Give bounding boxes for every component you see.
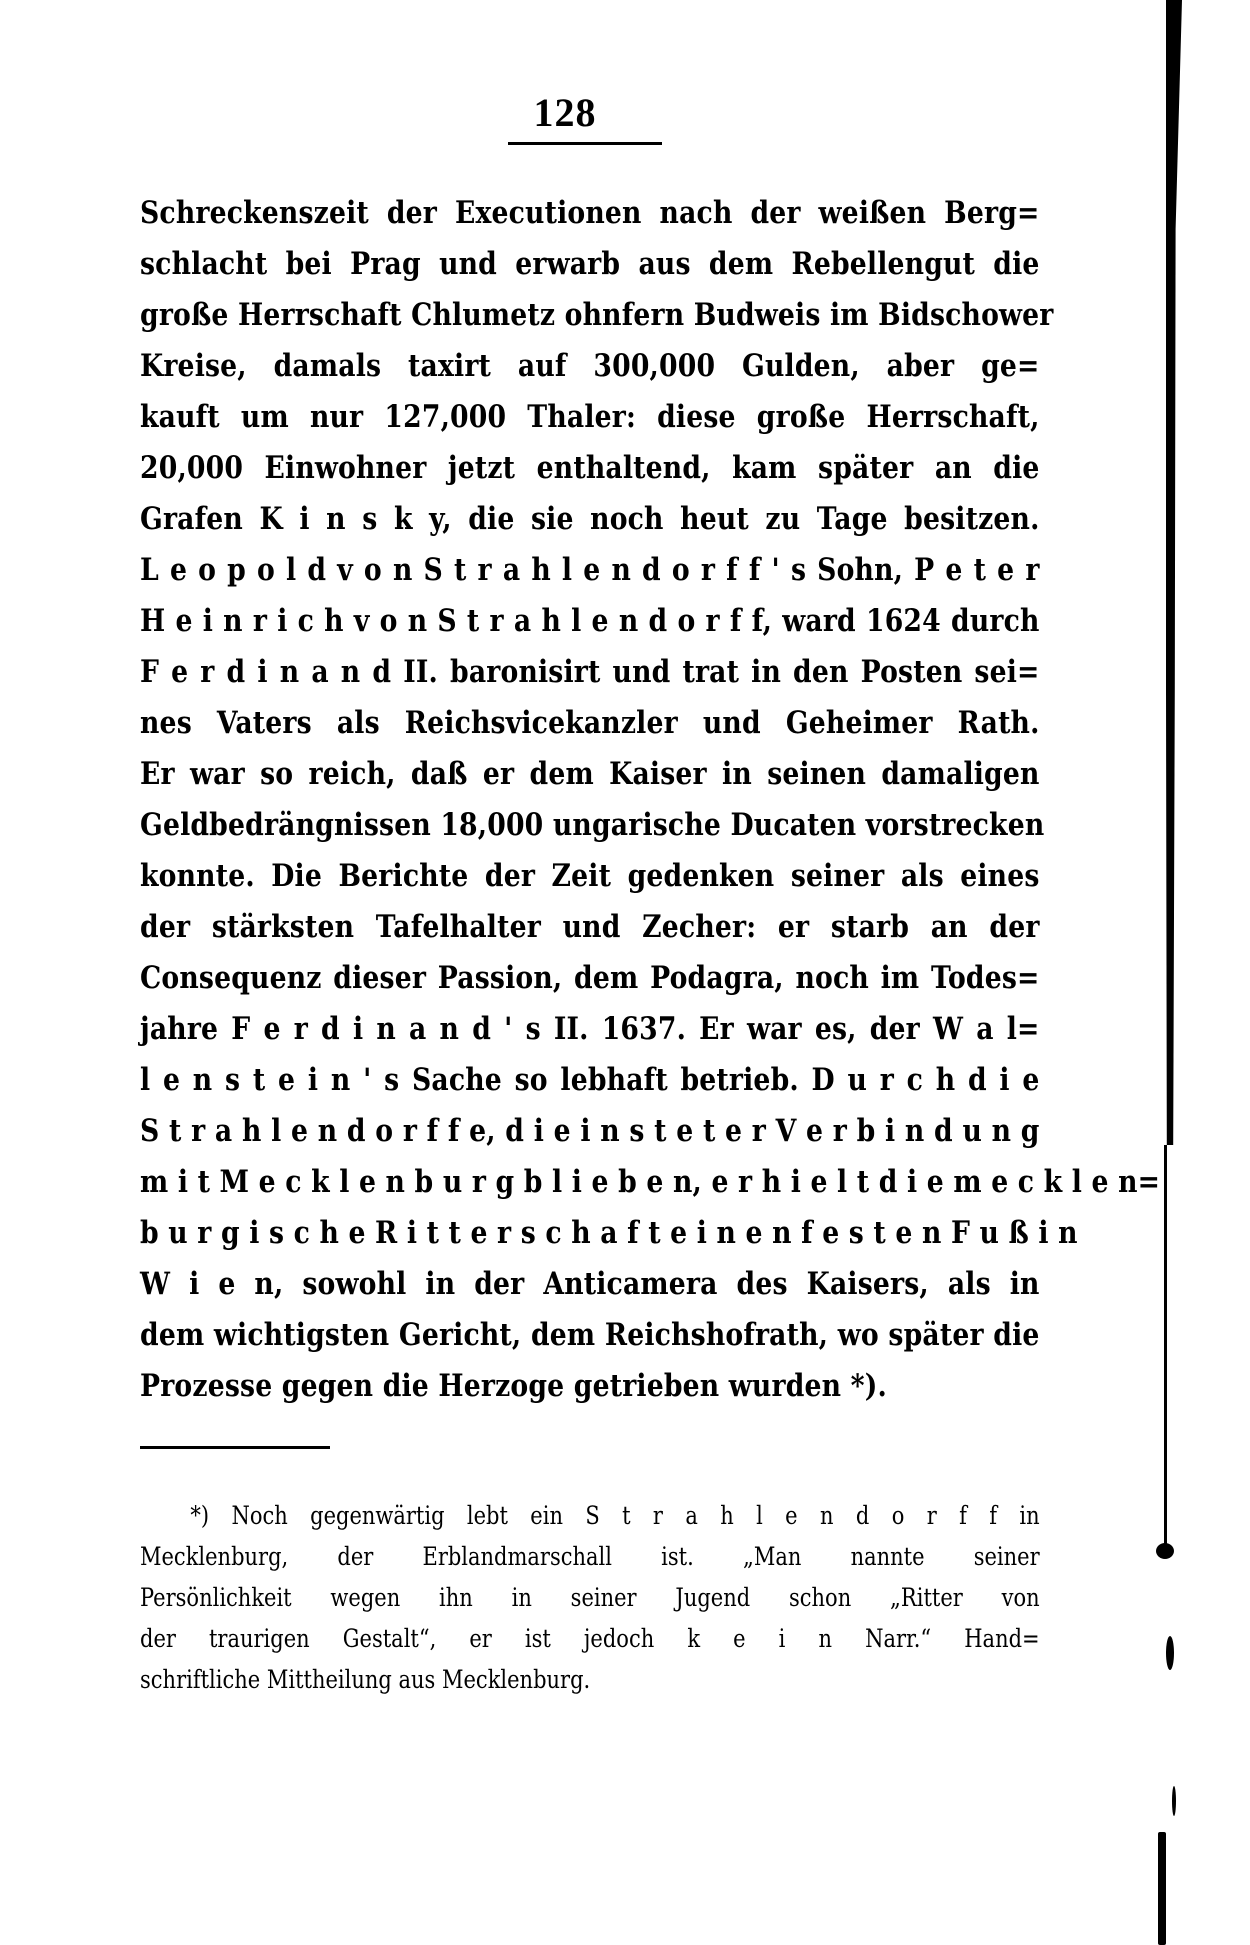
body-line: Grafen K i n s k y, die sie noch heut zu Tage besitzen. [140,501,1040,537]
page-number-rule [508,142,662,145]
binding-edge-line [1164,1145,1167,1555]
ink-blot [1172,1786,1176,1816]
body-line: dem wichtigsten Gericht, dem Reichshofrath, wo später die [140,1317,1040,1353]
body-line: L e o p o l d v o n S t r a h l e n d o r f f ' s Sohn, P e t e r [140,552,1040,588]
footnote-line: Mecklenburg, der Erblandmarschall ist. „Man nannte seiner [140,1542,1040,1571]
body-line: konnte. Die Berichte der Zeit gedenken seiner als eines [140,858,1040,894]
footnote-line: der traurigen Gestalt“, er ist jedoch k e i n Narr.“ Hand= [140,1624,1040,1653]
ink-blot [1156,1543,1174,1559]
body-line: der stärksten Tafelhalter und Zecher: er starb an der [140,909,1040,945]
body-line: Er war so reich, daß er dem Kaiser in seinen damaligen [140,756,1040,792]
body-line: große Herrschaft Chlumetz ohnfern Budweis im Bidschower [140,297,1054,333]
body-line-last: Prozesse gegen die Herzoge getrieben wurden *). [140,1368,888,1404]
body-line: S t r a h l e n d o r f f e, d i e i n s t e t e r V e r b i n d u n g [140,1113,1040,1149]
body-line: 20,000 Einwohner jetzt enthaltend, kam später an die [140,450,1040,486]
ink-blot [1166,1636,1174,1670]
body-line: Consequenz dieser Passion, dem Podagra, noch im Todes= [140,960,1040,996]
body-line: Schreckenszeit der Executionen nach der weißen Berg= [140,195,1040,231]
body-line: m i t M e c k l e n b u r g b l i e b e n, e r h i e l t d i e m e c k l e n= [140,1164,1161,1200]
footnote-line: Persönlichkeit wegen ihn in seiner Jugend schon „Ritter von [140,1583,1040,1612]
body-line: schlacht bei Prag und erwarb aus dem Rebellengut die [140,246,1040,282]
body-line: b u r g i s c h e R i t t e r s c h a f t e i n e n f e s t e n F u ß i n [140,1215,1078,1251]
footnote-rule [140,1446,330,1449]
body-line: H e i n r i c h v o n S t r a h l e n d o r f f, ward 1624 durch [140,603,1040,639]
body-line: nes Vaters als Reichsvicekanzler und Geheimer Rath. [140,705,1040,741]
body-text [140,188,1161,1412]
binding-edge-shadow [1166,0,1182,1145]
footnote-line-last: schriftliche Mittheilung aus Mecklenburg. [140,1665,591,1694]
body-line: Kreise, damals taxirt auf 300,000 Gulden, aber ge= [140,348,1040,384]
ink-blot [1158,1832,1166,1945]
body-line: kauft um nur 127,000 Thaler: diese große Herrschaft, [140,399,1040,435]
body-line: l e n s t e i n ' s Sache so lebhaft betrieb. D u r c h d i e [140,1062,1040,1098]
body-line: W i e n, sowohl in der Anticamera des Kaisers, als in [140,1266,1040,1302]
body-line: Geldbedrängnissen 18,000 ungarische Ducaten vorstrecken [140,807,1045,843]
footnote-line: *) Noch gegenwärtig lebt ein S t r a h l e n d o r f f in [190,1501,1040,1530]
body-line: F e r d i n a n d II. baronisirt und trat in den Posten sei= [140,654,1040,690]
page-number: 128 [533,90,597,135]
footnote [140,1495,1040,1700]
body-line: jahre F e r d i n a n d ' s II. 1637. Er war es, der W a l= [140,1011,1040,1047]
